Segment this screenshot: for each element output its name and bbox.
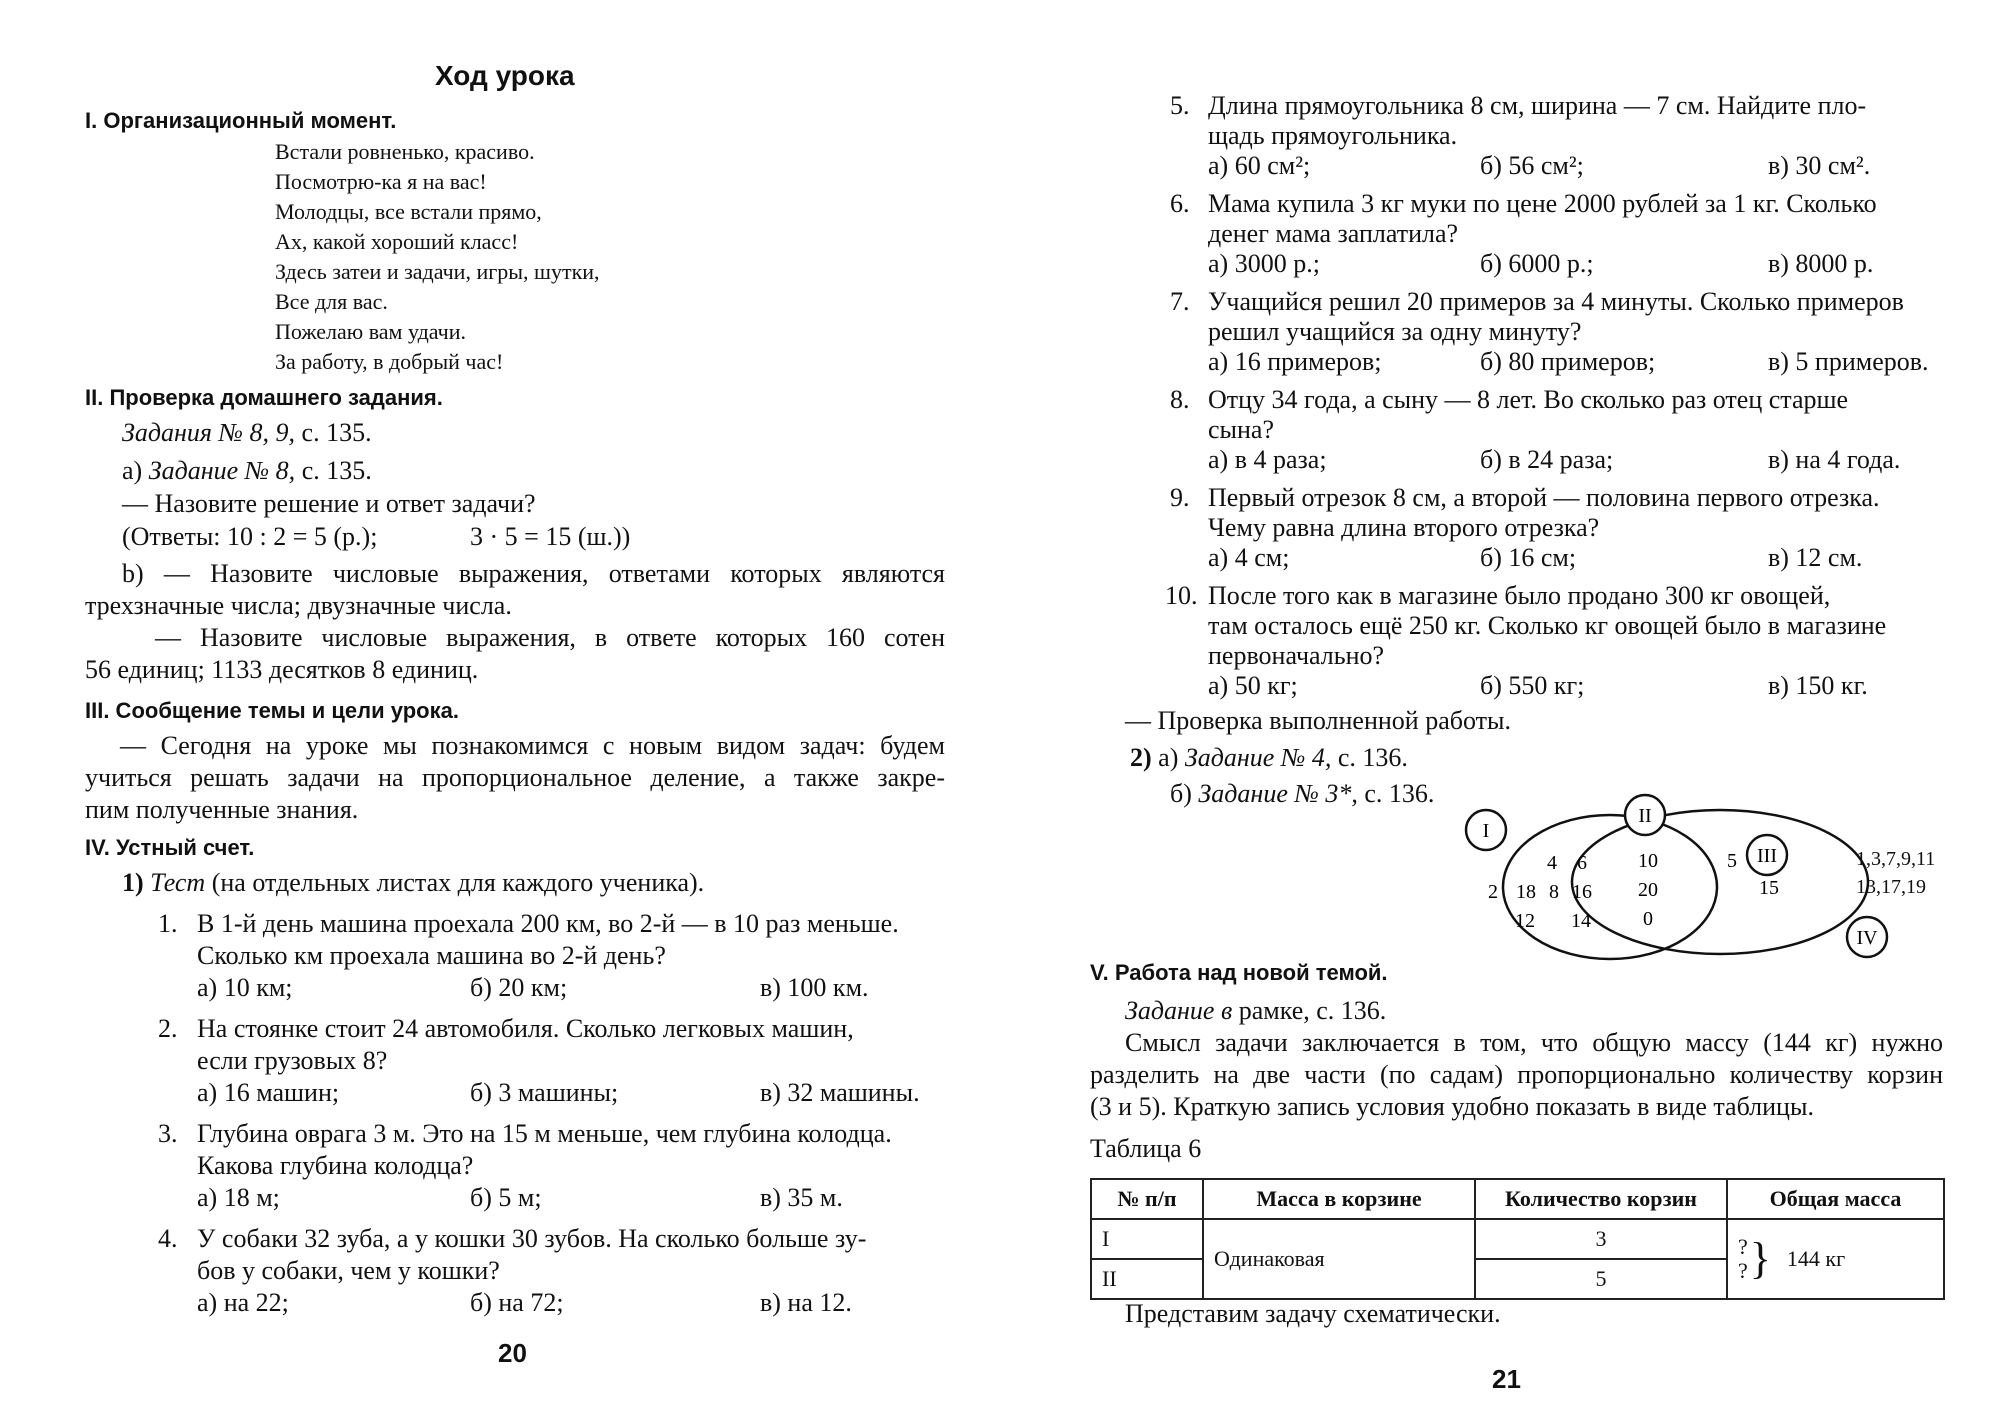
table-header: № п/п: [1091, 1179, 1203, 1219]
question-text: Сколько км проехала машина во 2-й день?: [197, 941, 666, 970]
table-cell: 3: [1475, 1219, 1727, 1259]
question-number: 6.: [1170, 189, 1190, 218]
option: в) 8000 р.: [1768, 249, 1874, 278]
section-3-text: пим полученные знания.: [85, 795, 359, 824]
page-number: 20: [498, 1338, 527, 1368]
answer-2: 3 · 5 = 15 (ш.)): [470, 522, 631, 551]
set-label: III: [1757, 845, 1777, 867]
question-text: Мама купила 3 кг муки по цене 2000 рублей за 1 кг. Сколько: [1208, 189, 1877, 218]
option: а) 50 кг;: [1208, 671, 1298, 700]
option: в) 100 км.: [760, 973, 869, 1002]
option: б) 20 км;: [470, 973, 568, 1002]
option: в) 32 машины.: [760, 1078, 920, 1107]
question-number: 10.: [1165, 581, 1198, 610]
option: б) 6000 р.;: [1480, 249, 1594, 278]
venn-diagram: [1440, 790, 1920, 970]
option: б) на 72;: [470, 1288, 564, 1317]
hw-tasks: Задания № 8, 9, с. 135.: [122, 418, 372, 447]
poem-line: Ах, какой хороший класс!: [275, 229, 519, 254]
table-header: Количество корзин: [1475, 1179, 1727, 1219]
venn-number: 2: [1488, 881, 1498, 903]
question-text: Первый отрезок 8 см, а второй — половина первого отрезка.: [1208, 483, 1880, 512]
right-page: [1000, 0, 2000, 1419]
poem-line: Молодцы, все встали прямо,: [275, 199, 542, 224]
section-2-heading: II. Проверка домашнего задания.: [85, 385, 443, 410]
question-number: 1.: [158, 909, 178, 938]
venn-number: 5: [1727, 850, 1737, 872]
option: б) в 24 раза;: [1480, 445, 1614, 474]
option: б) 3 машины;: [470, 1078, 619, 1107]
question-text: У собаки 32 зуба, а у кошки 30 зубов. На сколько больше зу-: [197, 1224, 867, 1253]
question-text: В 1-й день машина проехала 200 км, во 2-й — в 10 раз меньше.: [197, 909, 899, 938]
explanation-line: разделить на две части (по садам) пропорционально количеству корзин: [1090, 1060, 1943, 1089]
section-3-heading: III. Сообщение темы и цели урока.: [85, 698, 459, 723]
question-text: сына?: [1208, 415, 1275, 444]
option: б) 80 примеров;: [1480, 347, 1656, 376]
venn-number: 16: [1572, 881, 1592, 903]
question-text: там осталось ещё 250 кг. Сколько кг овощей было в магазине: [1208, 611, 1887, 640]
option: б) 5 м;: [470, 1183, 542, 1212]
question-number: 2.: [158, 1014, 178, 1043]
task-b-line: трехзначные числа; двузначные числа.: [85, 591, 512, 620]
question-number: 8.: [1170, 385, 1190, 414]
option: в) 150 кг.: [1768, 671, 1868, 700]
task-b-line: — Назовите числовые выражения, в ответе которых 160 сотен: [155, 623, 945, 652]
task-2b: б) Задание № 3*, с. 136.: [1170, 779, 1435, 808]
option: в) 5 примеров.: [1768, 347, 1929, 376]
task-b-line: b) — Назовите числовые выражения, ответами которых являются: [122, 559, 945, 588]
table-header: Общая масса: [1727, 1179, 1944, 1219]
question-text: Учащийся решил 20 примеров за 4 минуты. Сколько примеров: [1208, 287, 1904, 316]
section-3-text: учиться решать задачи на пропорциональное деление, а также закре-: [85, 763, 945, 792]
table-cell: II: [1091, 1259, 1203, 1299]
question-text: Отцу 34 года, а сыну — 8 лет. Во сколько раз отец старше: [1208, 385, 1849, 414]
option: б) 550 кг;: [1480, 671, 1585, 700]
poem-line: Посмотрю-ка я на вас!: [275, 169, 487, 194]
question-text: щадь прямоугольника.: [1208, 121, 1458, 150]
question-number: 7.: [1170, 287, 1190, 316]
venn-number: 0: [1643, 908, 1653, 930]
test-intro: 1) Тест (на отдельных листах для каждого ученика).: [122, 868, 705, 897]
section-1-heading: I. Организационный момент.: [85, 108, 397, 133]
option: в) 35 м.: [760, 1183, 843, 1212]
set-label: II: [1638, 805, 1652, 827]
table-caption: Таблица 6: [1090, 1134, 1202, 1163]
option: а) 16 примеров;: [1208, 347, 1382, 376]
table-header: Масса в корзине: [1203, 1179, 1475, 1219]
question-text: На стоянке стоит 24 автомобиля. Сколько легковых машин,: [197, 1014, 854, 1043]
table-cell: I: [1091, 1219, 1203, 1259]
set-label: I: [1482, 820, 1490, 842]
poem: [275, 137, 600, 377]
option: а) 3000 р.;: [1208, 249, 1320, 278]
question-text: Чему равна длина второго отрезка?: [1208, 513, 1600, 542]
check-work: — Проверка выполненной работы.: [1125, 706, 1511, 735]
venn-number: 15: [1759, 877, 1779, 899]
question-number: 4.: [158, 1224, 178, 1253]
task-a: а) Задание № 8, с. 135.: [122, 456, 372, 485]
section-4-heading: IV. Устный счет.: [85, 835, 255, 860]
venn-number: 18: [1516, 881, 1536, 903]
data-table: [1090, 1178, 1945, 1300]
option: в) на 4 года.: [1768, 445, 1901, 474]
question-text: Длина прямоугольника 8 см, ширина — 7 см. Найдите пло-: [1208, 91, 1867, 120]
option: а) в 4 раза;: [1208, 445, 1327, 474]
option: а) 4 см;: [1208, 543, 1290, 572]
option: а) 18 м;: [197, 1183, 280, 1212]
question-text: денег мама заплатила?: [1208, 219, 1459, 248]
set-label: IV: [1856, 927, 1878, 949]
set-ellipse-right: [1572, 810, 1868, 954]
venn-number: 12: [1515, 910, 1535, 932]
option: в) на 12.: [760, 1288, 852, 1317]
venn-number: 8: [1549, 881, 1559, 903]
question-number: 9.: [1170, 483, 1190, 512]
option: а) на 22;: [197, 1288, 289, 1317]
section-5-heading: V. Работа над новой темой.: [1090, 960, 1388, 985]
question-text: Глубина оврага 3 м. Это на 15 м меньше, чем глубина колодца.: [197, 1119, 892, 1148]
total-mass-cell: ? ? } 144 кг: [1727, 1219, 1944, 1299]
question-text: Какова глубина колодца?: [197, 1151, 474, 1180]
frame-task: Задание в рамке, с. 136.: [1125, 996, 1387, 1025]
venn-number: 10: [1638, 850, 1658, 872]
task-b-line: 56 единиц; 1133 десятков 8 единиц.: [85, 655, 479, 684]
question-text: если грузовых 8?: [197, 1046, 388, 1075]
question-text: решил учащийся за одну минуту?: [1208, 317, 1582, 346]
lesson-title: Ход урока: [435, 60, 575, 91]
poem-line: За работу, в добрый час!: [275, 349, 504, 374]
question-text: первоначально?: [1208, 641, 1385, 670]
brace: }: [1749, 1234, 1771, 1283]
option: б) 56 см²;: [1480, 151, 1584, 180]
outside-set-numbers: 1,3,7,9,11 13,17,19: [1856, 848, 1936, 898]
option: в) 30 см².: [1768, 151, 1871, 180]
venn-number: 6: [1577, 852, 1587, 874]
option: а) 60 см²;: [1208, 151, 1311, 180]
question-text: После того как в магазине было продано 300 кг овощей,: [1208, 581, 1831, 610]
poem-line: Все для вас.: [275, 289, 388, 314]
poem-line: Пожелаю вам удачи.: [275, 319, 467, 344]
question-number: 5.: [1170, 91, 1190, 120]
question-number: 3.: [158, 1119, 178, 1148]
poem-line: Встали ровненько, красиво.: [275, 139, 535, 164]
question-text: бов у собаки, чем у кошки?: [197, 1256, 500, 1285]
poem-line: Здесь затеи и задачи, игры, шутки,: [275, 259, 600, 284]
option: а) 10 км;: [197, 973, 293, 1002]
task-2a: 2) а) Задание № 4, с. 136.: [1130, 743, 1408, 772]
explanation-line: Смысл задачи заключается в том, что общую массу (144 кг) нужно: [1125, 1028, 1943, 1057]
final-line: Представим задачу схематически.: [1125, 1299, 1501, 1328]
table-cell: Одинаковая: [1203, 1219, 1475, 1299]
venn-number: 4: [1547, 852, 1557, 874]
section-3-text: — Сегодня на уроке мы познакомимся с новым видом задач: будем: [120, 731, 945, 760]
option: а) 16 машин;: [197, 1078, 340, 1107]
table-cell: 5: [1475, 1259, 1727, 1299]
question-solution: — Назовите решение и ответ задачи?: [122, 489, 536, 518]
venn-number: 20: [1638, 879, 1658, 901]
page-number: 21: [1492, 1364, 1521, 1394]
venn-number: 14: [1571, 910, 1591, 932]
option: б) 16 см;: [1480, 543, 1577, 572]
answer-1: (Ответы: 10 : 2 = 5 (р.);: [122, 522, 378, 551]
explanation-line: (3 и 5). Краткую запись условия удобно показать в виде таблицы.: [1090, 1092, 1814, 1121]
option: в) 12 см.: [1768, 543, 1863, 572]
